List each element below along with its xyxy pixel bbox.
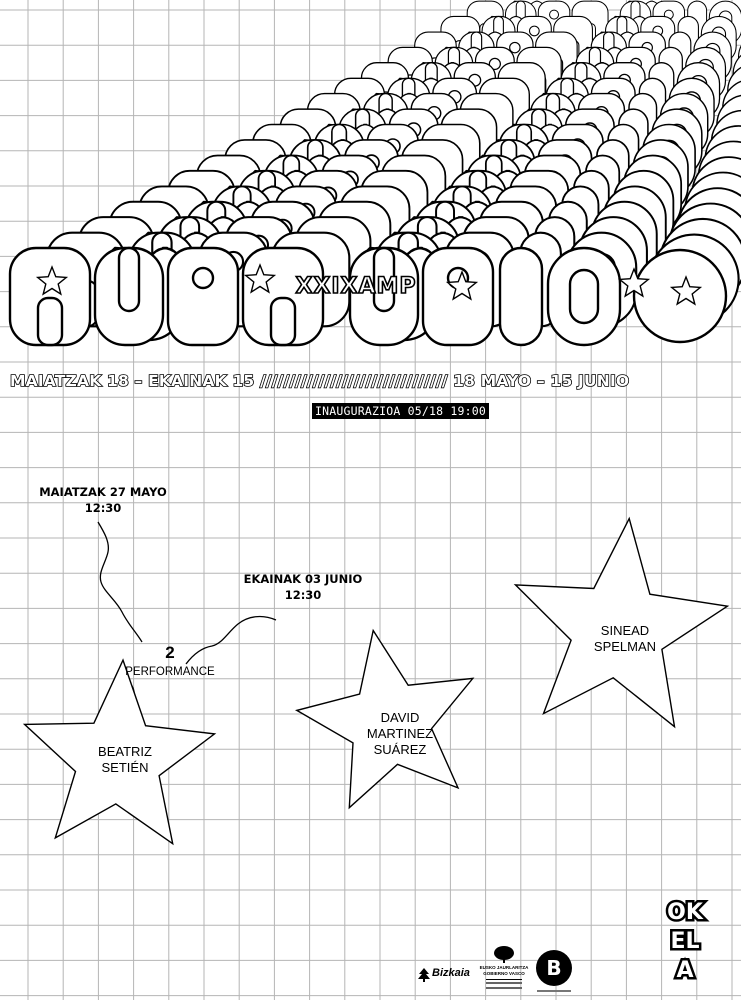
- bizkaia-logo[interactable]: [417, 965, 477, 991]
- artist-3-line2: SPELMAN: [593, 639, 657, 654]
- inauguration-badge: INAUGURAZIOA 05/18 19:00: [312, 403, 489, 419]
- artist-2-line3: SUÁREZ: [373, 742, 427, 757]
- bilbao-small-print: [537, 990, 571, 992]
- okela-line1: OK: [667, 900, 703, 925]
- schedule-1-date: MAIATZAK 27 MAYO: [39, 485, 167, 499]
- artist-1-line1: BEATRIZ: [98, 744, 152, 759]
- logo-small-print: [486, 982, 522, 984]
- eusko-text: EUSKO JAURLARITZA: [479, 965, 529, 970]
- artist-2-line1: DAVID: [380, 710, 420, 725]
- artist-beatriz-setien: [70, 744, 180, 776]
- artist-sinead-spelman: [570, 623, 680, 655]
- tree-emblem-icon: [493, 945, 515, 963]
- squiggle-line-2: [186, 617, 276, 664]
- artist-2-line2: MARTINEZ: [366, 726, 434, 741]
- title-tag: XXIXAMP: [295, 274, 417, 299]
- okela-logo[interactable]: [652, 898, 718, 985]
- artist-3-line1: SINEAD: [600, 623, 650, 638]
- okela-line2: EL: [670, 929, 700, 954]
- schedule-2-date: EKAINAK 03 JUNIO: [243, 572, 363, 586]
- gobierno-vasco-logo[interactable]: [478, 944, 530, 996]
- okela-line3: A: [676, 958, 694, 983]
- schedule-1-time: 12:30: [84, 501, 122, 515]
- bizkaia-tree-icon: [417, 967, 431, 983]
- artist-david-martinez-suarez: [345, 710, 455, 758]
- artist-1-line2: SETIÉN: [101, 760, 149, 775]
- logo-small-print: [486, 987, 522, 989]
- performance-label: PERFORMANCE: [125, 666, 215, 678]
- bilbao-logo[interactable]: B: [536, 950, 572, 986]
- bizkaia-text: Bizkaia: [432, 967, 470, 979]
- performance-count: 2: [165, 643, 175, 662]
- gobierno-text: GOBIERNO VASCO: [483, 971, 525, 976]
- squiggle-line-1: [98, 522, 142, 642]
- schedule-2-time: 12:30: [284, 588, 322, 602]
- logo-divider: [486, 979, 522, 980]
- dates-line: MAIATZAK 18 – EKAINAK 15 //////////////////////////////// 18 MAYO – 15 JUNIO: [10, 372, 630, 390]
